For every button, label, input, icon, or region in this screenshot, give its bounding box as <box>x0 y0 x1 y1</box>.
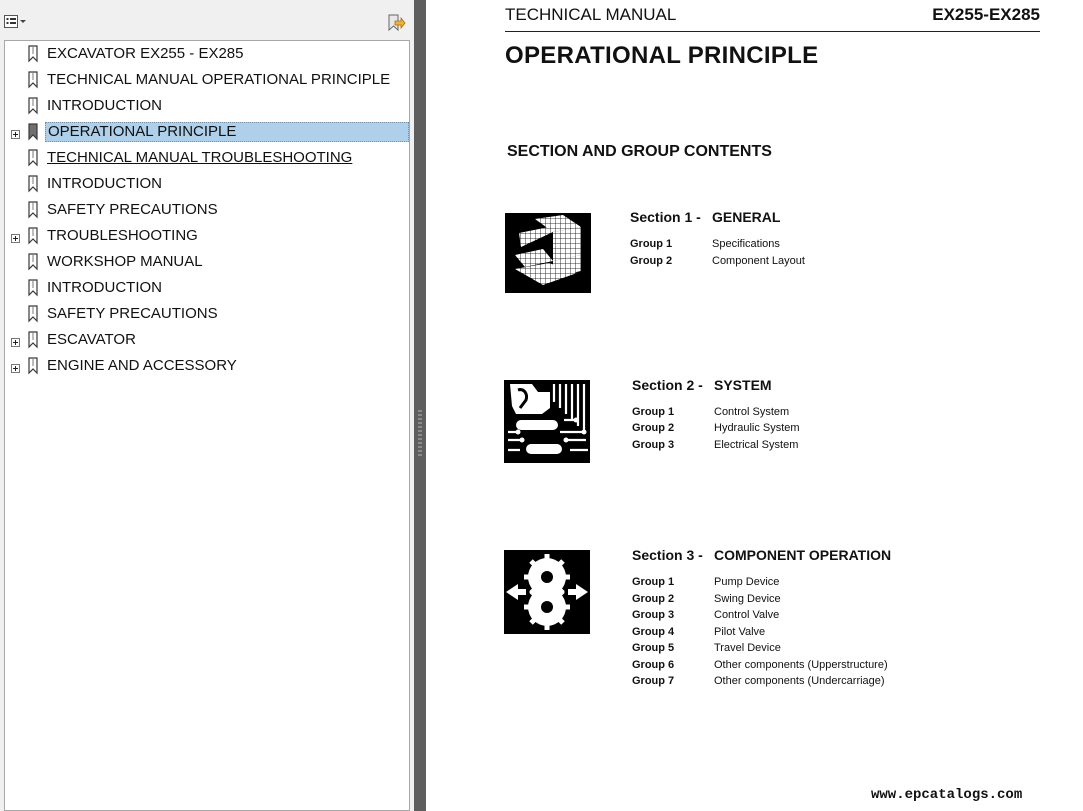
group-label: Group 1 <box>630 238 673 250</box>
bookmark-icon <box>27 279 39 297</box>
bookmark-item[interactable] <box>5 225 409 249</box>
bookmark-label[interactable]: EXCAVATOR EX255 - EX285 <box>47 45 244 62</box>
bookmark-item[interactable] <box>5 277 409 301</box>
bookmark-label[interactable]: ENGINE AND ACCESSORY <box>47 357 237 374</box>
section-name: COMPONENT OPERATION <box>714 547 892 563</box>
group-label: Group 7 <box>632 675 675 687</box>
group-label: Group 2 <box>630 255 673 267</box>
bookmark-item[interactable] <box>5 303 409 327</box>
contents-heading: SECTION AND GROUP CONTENTS <box>507 143 772 160</box>
bookmark-label[interactable]: ESCAVATOR <box>47 331 136 348</box>
bookmark-icon <box>27 123 39 141</box>
bookmark-item[interactable] <box>5 329 409 353</box>
expand-plus-icon[interactable] <box>11 230 20 239</box>
group-desc: Hydraulic System <box>714 422 800 434</box>
bookmark-label[interactable]: INTRODUCTION <box>47 175 162 192</box>
group-label: Group 3 <box>632 439 675 451</box>
page-title: OPERATIONAL PRINCIPLE <box>505 42 819 69</box>
bookmark-label[interactable]: WORKSHOP MANUAL <box>47 253 203 270</box>
bookmark-icon <box>27 331 39 349</box>
group-desc: Control System <box>714 406 790 418</box>
bookmark-label[interactable]: OPERATIONAL PRINCIPLE <box>45 122 409 142</box>
splitter-grip-icon <box>418 410 422 460</box>
gear-pump-icon <box>504 550 590 634</box>
document-page <box>426 0 1083 811</box>
group-label: Group 1 <box>632 406 675 418</box>
header-rule <box>505 31 1040 32</box>
bookmark-item[interactable] <box>5 173 409 197</box>
expand-plus-icon[interactable] <box>11 334 20 343</box>
bookmark-icon <box>27 201 39 219</box>
group-desc: Swing Device <box>714 593 781 605</box>
section-label: Section 1 - <box>630 209 701 225</box>
group-desc: Pilot Valve <box>714 626 766 638</box>
options-list-icon <box>4 14 28 30</box>
group-desc: Other components (Undercarriage) <box>714 675 885 687</box>
bookmark-icon <box>27 305 39 323</box>
watermark-text: www.epcatalogs.com <box>871 787 1023 803</box>
group-label: Group 2 <box>632 422 675 434</box>
bookmark-item-selected[interactable] <box>5 121 409 145</box>
bookmark-icon <box>27 357 39 375</box>
bookmark-label[interactable]: SAFETY PRECAUTIONS <box>47 201 218 218</box>
expand-plus-icon[interactable] <box>11 360 20 369</box>
group-desc: Control Valve <box>714 609 780 621</box>
circuit-system-icon <box>504 380 590 463</box>
bookmark-list <box>4 40 410 811</box>
bookmarks-toolbar <box>0 0 414 40</box>
group-desc: Pump Device <box>714 576 780 588</box>
bookmark-label[interactable]: TECHNICAL MANUAL OPERATIONAL PRINCIPLE <box>47 71 391 88</box>
bookmark-item[interactable] <box>5 199 409 223</box>
bookmark-item[interactable] <box>5 147 409 171</box>
group-label: Group 3 <box>632 609 675 621</box>
bookmark-item[interactable] <box>5 355 409 379</box>
general-cube-icon <box>505 213 591 293</box>
panel-splitter[interactable] <box>414 0 426 811</box>
bookmark-label[interactable]: INTRODUCTION <box>47 279 162 296</box>
bookmark-item[interactable] <box>5 95 409 119</box>
group-desc: Component Layout <box>712 255 805 267</box>
new-bookmark-icon <box>386 14 406 32</box>
group-label: Group 5 <box>632 642 675 654</box>
section-name: GENERAL <box>712 209 781 225</box>
bookmark-label[interactable]: TECHNICAL MANUAL TROUBLESHOOTING <box>47 149 353 166</box>
bookmark-icon <box>27 175 39 193</box>
bookmark-label[interactable]: TROUBLESHOOTING <box>47 227 198 244</box>
group-label: Group 2 <box>632 593 675 605</box>
group-label: Group 6 <box>632 659 675 671</box>
group-desc: Travel Device <box>714 642 781 654</box>
section-label: Section 2 - <box>632 377 703 393</box>
bookmark-icon <box>27 45 39 63</box>
group-desc: Other components (Upperstructure) <box>714 659 888 671</box>
options-menu-button[interactable] <box>4 14 28 30</box>
expand-plus-icon[interactable] <box>11 126 20 135</box>
group-label: Group 4 <box>632 626 675 638</box>
bookmark-icon <box>27 227 39 245</box>
bookmark-item[interactable] <box>5 251 409 275</box>
bookmark-icon <box>27 149 39 167</box>
bookmark-item[interactable] <box>5 69 409 93</box>
bookmark-icon <box>27 71 39 89</box>
header-model: EX255-EX285 <box>932 5 1040 24</box>
section-name: SYSTEM <box>714 377 772 393</box>
group-label: Group 1 <box>632 576 675 588</box>
bookmarks-panel <box>0 0 414 811</box>
new-bookmark-button[interactable] <box>386 14 406 32</box>
header-manual-type: TECHNICAL MANUAL <box>505 5 677 24</box>
section-label: Section 3 - <box>632 547 703 563</box>
bookmark-label[interactable]: SAFETY PRECAUTIONS <box>47 305 218 322</box>
group-desc: Specifications <box>712 238 780 250</box>
bookmark-label[interactable]: INTRODUCTION <box>47 97 162 114</box>
group-desc: Electrical System <box>714 439 799 451</box>
bookmark-icon <box>27 97 39 115</box>
bookmark-item[interactable] <box>5 43 409 67</box>
bookmark-icon <box>27 253 39 271</box>
